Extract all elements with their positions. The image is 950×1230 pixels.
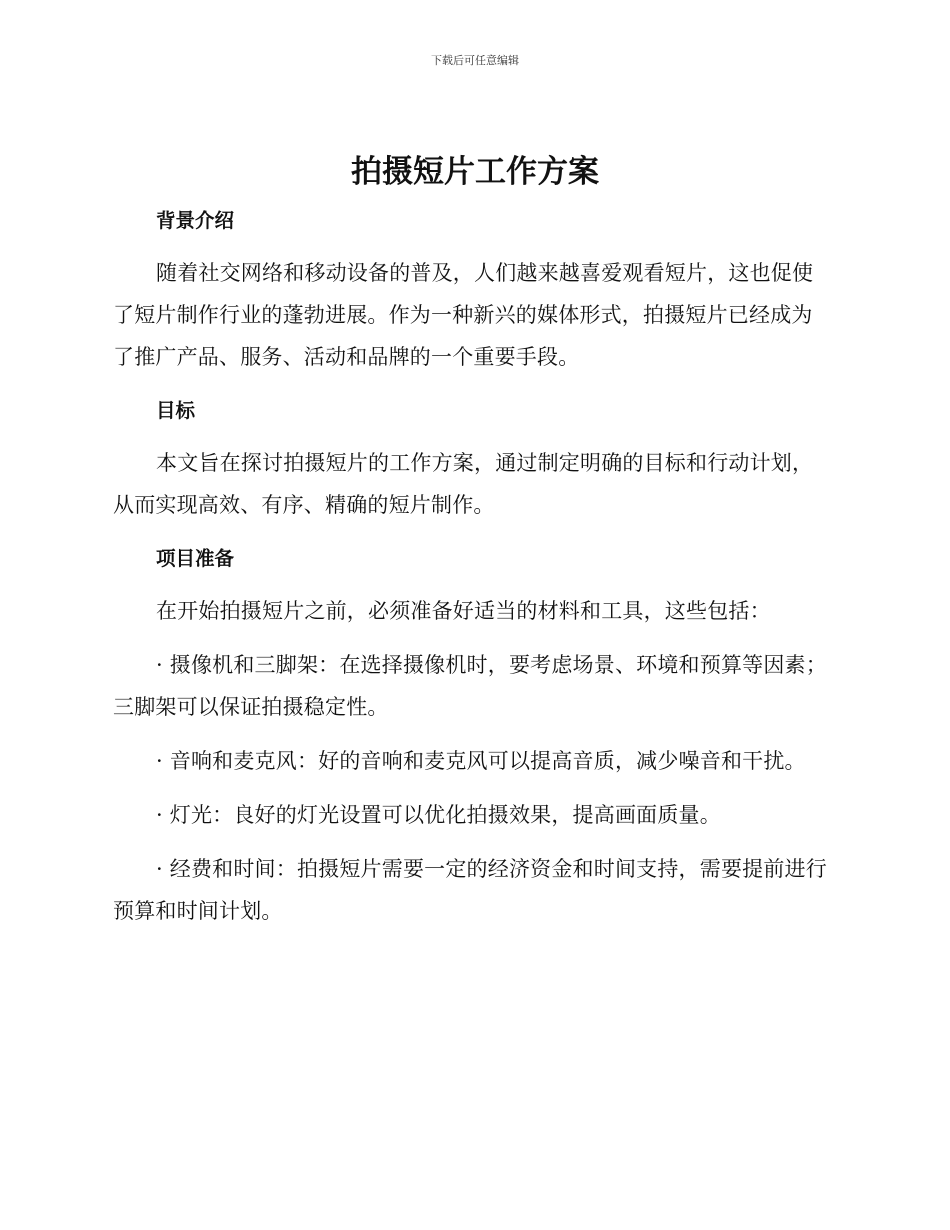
section-heading-preparation: 项目准备	[156, 547, 235, 570]
goal-paragraph: 本文旨在探讨拍摄短片的工作方案，通过制定明确的目标和行动计划，从而实现高效、有序、精确的短片制作。	[113, 451, 814, 517]
preparation-item-budget: · 经费和时间：拍摄短片需要一定的经济资金和时间支持，需要提前进行预算和时间计划。	[113, 857, 827, 923]
preparation-item-lighting: · 灯光：良好的灯光设置可以优化拍摄效果，提高画面质量。	[156, 803, 721, 827]
preparation-intro: 在开始拍摄短片之前，必须准备好适当的材料和工具，这些包括：	[156, 599, 771, 623]
page-header-note: 下载后可任意编辑	[431, 54, 519, 67]
background-paragraph: 随着社交网络和移动设备的普及，人们越来越喜爱观看短片，这也促使了短片制作行业的蓬勃进展。作为一种新兴的媒体形式，拍摄短片已经成为了推广产品、服务、活动和品牌的一个重要手段。	[113, 261, 814, 369]
document-body	[113, 200, 833, 932]
preparation-item-audio: · 音响和麦克风：好的音响和麦克风可以提高音质，减少噪音和干扰。	[156, 749, 806, 773]
section-heading-goal: 目标	[156, 399, 196, 422]
document-title: 拍摄短片工作方案	[351, 154, 599, 190]
section-heading-background: 背景介绍	[156, 209, 235, 232]
preparation-item-camera: · 摄像机和三脚架：在选择摄像机时，要考虑场景、环境和预算等因素；三脚架可以保证拍摄稳定性。	[113, 653, 827, 719]
